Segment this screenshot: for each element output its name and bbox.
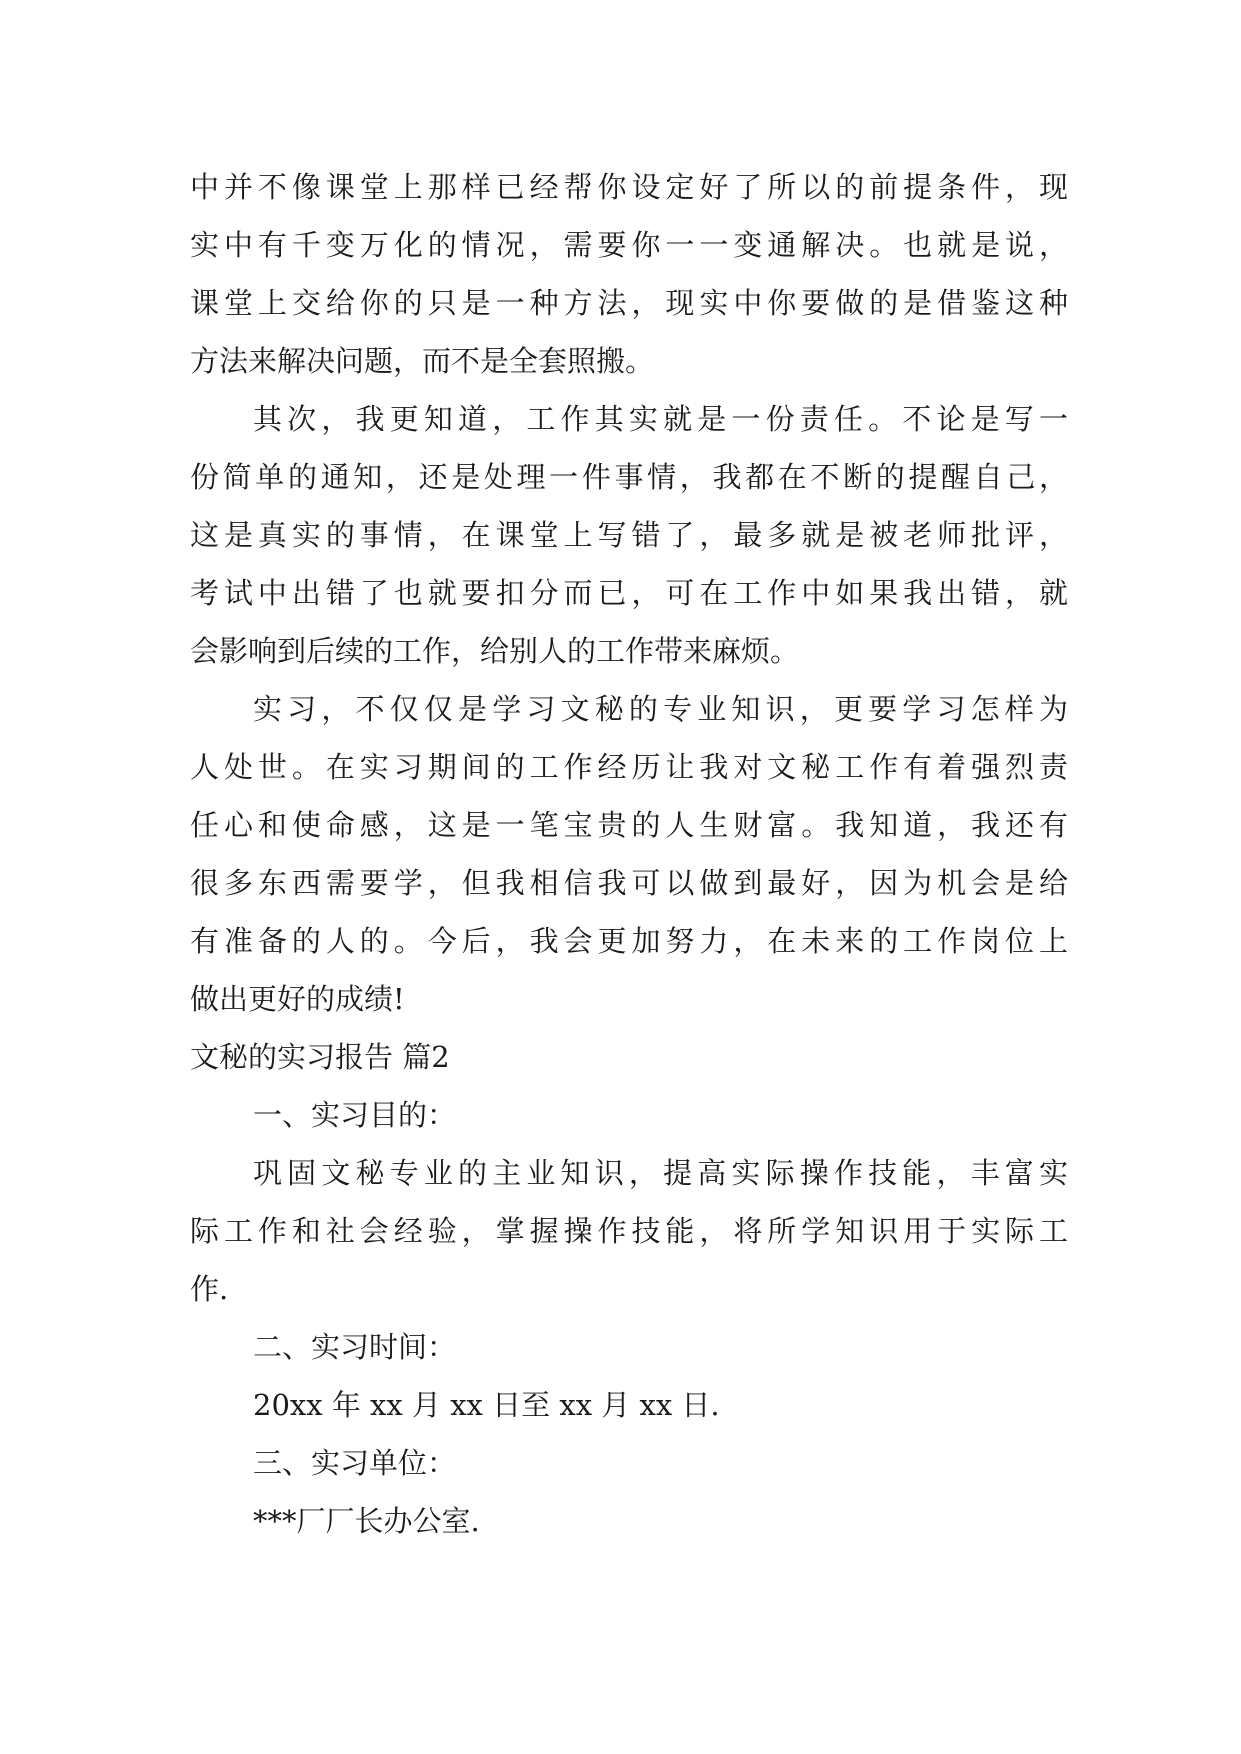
paragraph-line: 实习，不仅仅是学习文秘的专业知识，更要学习怎样为 [253, 692, 1068, 726]
paragraph-line: 方法来解决问题，而不是全套照搬。 [190, 344, 655, 378]
paragraph-line: 这是真实的事情，在课堂上写错了，最多就是被老师批评， [190, 518, 1068, 552]
paragraph-line: 人处世。在实习期间的工作经历让我对文秘工作有着强烈责 [190, 750, 1068, 784]
paragraph-line: 任心和使命感，这是一笔宝贵的人生财富。我知道，我还有 [190, 808, 1068, 842]
paragraph-line: 做出更好的成绩! [190, 982, 405, 1016]
subheading: 三、实习单位： [253, 1446, 457, 1480]
paragraph-line: 际工作和社会经验，掌握操作技能，将所学知识用于实际工 [190, 1214, 1068, 1248]
paragraph-line: ***厂厂长办公室. [253, 1504, 480, 1538]
subheading: 一、实习目的： [253, 1098, 457, 1132]
paragraph-line: 其次，我更知道，工作其实就是一份责任。不论是写一 [253, 402, 1068, 436]
paragraph-line: 巩固文秘专业的主业知识，提高实际操作技能，丰富实 [253, 1156, 1068, 1190]
paragraph-line: 中并不像课堂上那样已经帮你设定好了所以的前提条件，现 [190, 170, 1068, 204]
paragraph-line: 会影响到后续的工作，给别人的工作带来麻烦。 [190, 634, 800, 668]
paragraph-line: 很多东西需要学，但我相信我可以做到最好，因为机会是给 [190, 866, 1068, 900]
paragraph-line: 课堂上交给你的只是一种方法，现实中你要做的是借鉴这种 [190, 286, 1068, 320]
subheading: 二、实习时间： [253, 1330, 457, 1364]
paragraph-line: 实中有千变万化的情况，需要你一一变通解决。也就是说， [190, 228, 1068, 262]
paragraph-line: 有准备的人的。今后，我会更加努力，在未来的工作岗位上 [190, 924, 1068, 958]
section-title: 文秘的实习报告 篇2 [190, 1040, 450, 1074]
paragraph-line: 20xx 年 xx 月 xx 日至 xx 月 xx 日. [253, 1388, 720, 1422]
paragraph-line: 考试中出错了也就要扣分而已，可在工作中如果我出错，就 [190, 576, 1068, 610]
paragraph-line: 份简单的通知，还是处理一件事情，我都在不断的提醒自己， [190, 460, 1068, 494]
paragraph-line: 作. [190, 1272, 229, 1306]
